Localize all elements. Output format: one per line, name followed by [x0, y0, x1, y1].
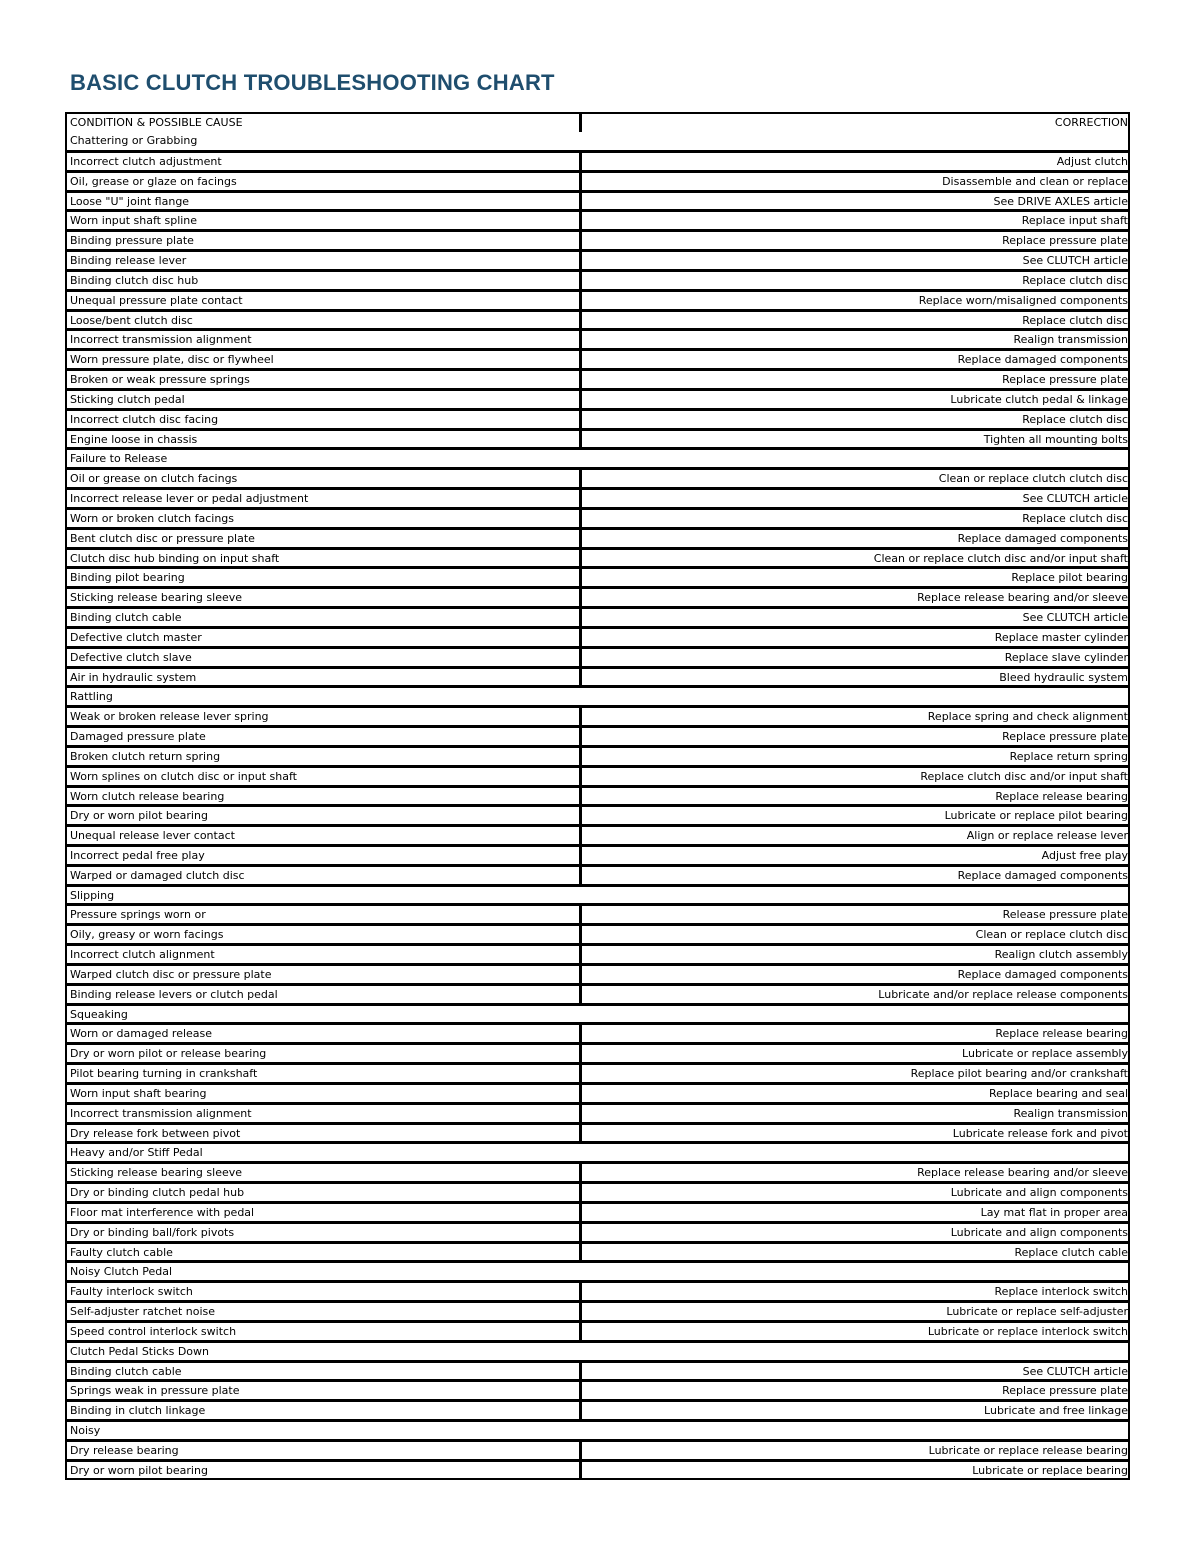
cause-cell: Bent clutch disc or pressure plate [67, 530, 582, 547]
cause-cell: Incorrect release lever or pedal adjustment [67, 490, 582, 507]
table-row [67, 1122, 1128, 1142]
cause-cell: Warped or damaged clutch disc [67, 867, 582, 884]
table-row [67, 765, 1128, 785]
correction-cell: Replace pressure plate [1002, 730, 1128, 744]
correction-cell [582, 450, 1128, 467]
cause-cell: Dry release bearing [67, 1442, 582, 1459]
table-row [67, 190, 1128, 210]
correction-cell: Lay mat flat in proper area [980, 1205, 1128, 1219]
cause-cell: Incorrect clutch adjustment [67, 153, 582, 170]
correction-cell: Clean or replace clutch disc and/or input shaft [873, 551, 1128, 565]
correction-cell: Replace damaged components [957, 353, 1128, 367]
cause-cell: Binding clutch cable [67, 609, 582, 626]
correction-cell: Lubricate or replace interlock switch [927, 1324, 1128, 1338]
table-row [67, 348, 1128, 368]
table-row [67, 209, 1128, 229]
cause-cell: Worn input shaft bearing [67, 1085, 582, 1102]
cause-cell: Binding clutch cable [67, 1363, 582, 1380]
correction-cell: Replace pilot bearing [1011, 571, 1128, 585]
table-row [67, 507, 1128, 527]
table-row [67, 725, 1128, 745]
cause-cell: Worn pressure plate, disc or flywheel [67, 351, 582, 368]
table-row [67, 745, 1128, 765]
cause-cell: Faulty clutch cable [67, 1244, 582, 1261]
table-row [67, 844, 1128, 864]
correction-cell: Replace input shaft [1021, 214, 1128, 228]
correction-cell: Replace bearing and seal [988, 1086, 1128, 1100]
correction-cell: See CLUTCH article [1022, 254, 1128, 268]
page-title: BASIC CLUTCH TROUBLESHOOTING CHART [70, 70, 555, 95]
cause-cell: Binding pilot bearing [67, 569, 582, 586]
correction-cell: Replace clutch disc [1022, 511, 1128, 525]
table-row [67, 1300, 1128, 1320]
correction-cell [582, 1006, 1128, 1023]
section-title: Heavy and/or Stiff Pedal [70, 1146, 203, 1160]
cause-cell: Loose "U" joint flange [67, 193, 582, 210]
correction-cell: Lubricate or replace self-adjuster [946, 1305, 1128, 1319]
section-title: Failure to Release [70, 452, 168, 466]
cause-cell: Oil or grease on clutch facings [67, 470, 582, 487]
section-title: Clutch Pedal Sticks Down [70, 1344, 209, 1358]
header-condition-cause: CONDITION & POSSIBLE CAUSE [67, 114, 582, 132]
section-title: Rattling [70, 690, 113, 704]
cause-cell: Dry or worn pilot bearing [67, 807, 582, 824]
table-row [67, 388, 1128, 408]
table-row [67, 705, 1128, 725]
cause-cell: Incorrect clutch alignment [67, 946, 582, 963]
section-title: Squeaking [70, 1007, 128, 1021]
cause-cell: Defective clutch slave [67, 649, 582, 666]
correction-cell: Lubricate or replace pilot bearing [944, 809, 1128, 823]
table-row [67, 309, 1128, 329]
table-row [67, 1399, 1128, 1419]
cause-cell: Incorrect pedal free play [67, 847, 582, 864]
section-row [67, 884, 1128, 904]
correction-cell [582, 1144, 1128, 1161]
cause-cell: Faulty interlock switch [67, 1283, 582, 1300]
table-row [67, 467, 1128, 487]
correction-cell: Lubricate or replace assembly [962, 1047, 1128, 1061]
correction-cell: See CLUTCH article [1022, 492, 1128, 506]
correction-cell: See DRIVE AXLES article [993, 194, 1128, 208]
correction-cell: Replace return spring [1009, 749, 1128, 763]
correction-cell: Lubricate and free linkage [984, 1404, 1128, 1418]
correction-cell [582, 1343, 1128, 1360]
correction-cell: Lubricate and align components [950, 1225, 1128, 1239]
correction-cell: Lubricate and align components [950, 1186, 1128, 1200]
correction-cell: Lubricate and/or replace release components [878, 987, 1128, 1001]
cause-cell: Worn clutch release bearing [67, 788, 582, 805]
table-row [67, 1201, 1128, 1221]
cause-cell: Clutch disc hub binding on input shaft [67, 550, 582, 567]
cause-cell: Worn splines on clutch disc or input shaft [67, 768, 582, 785]
table-row [67, 1102, 1128, 1122]
cause-cell: Dry or binding clutch pedal hub [67, 1184, 582, 1201]
correction-cell: Tighten all mounting bolts [983, 432, 1128, 446]
cause-cell: Weak or broken release lever spring [67, 708, 582, 725]
section-row [67, 1141, 1128, 1161]
section-row [67, 447, 1128, 467]
correction-cell: Clean or replace clutch disc [975, 928, 1128, 942]
correction-cell: Replace pressure plate [1002, 234, 1128, 248]
table-row [67, 249, 1128, 269]
correction-cell: Replace damaged components [957, 967, 1128, 981]
table-row [67, 328, 1128, 348]
table-body [67, 132, 1128, 1478]
cause-cell: Binding release levers or clutch pedal [67, 986, 582, 1003]
correction-cell: Replace pilot bearing and/or crankshaft [910, 1067, 1128, 1081]
section-title: Chattering or Grabbing [70, 134, 198, 147]
correction-cell: Replace pressure plate [1002, 1384, 1128, 1398]
correction-cell: Replace clutch disc [1022, 273, 1128, 287]
cause-cell: Loose/bent clutch disc [67, 312, 582, 329]
table-row [67, 408, 1128, 428]
table-row [67, 1280, 1128, 1300]
correction-cell: Realign transmission [1013, 1106, 1128, 1120]
table-row [67, 1042, 1128, 1062]
table-row [67, 229, 1128, 249]
section-row [67, 685, 1128, 705]
correction-cell: Align or replace release lever [966, 829, 1128, 843]
table-row [67, 150, 1128, 170]
correction-cell: Replace clutch cable [1014, 1245, 1128, 1259]
troubleshooting-table [65, 112, 1130, 1480]
correction-cell [582, 132, 1128, 150]
correction-cell: Replace release bearing [995, 789, 1128, 803]
cause-cell: Incorrect clutch disc facing [67, 411, 582, 428]
correction-cell [582, 1263, 1128, 1280]
cause-cell: Unequal pressure plate contact [67, 292, 582, 309]
table-header-row [67, 114, 1128, 132]
correction-cell: Adjust free play [1041, 848, 1128, 862]
table-row [67, 269, 1128, 289]
cause-cell: Pilot bearing turning in crankshaft [67, 1065, 582, 1082]
correction-cell: See CLUTCH article [1022, 611, 1128, 625]
table-row [67, 547, 1128, 567]
correction-cell: Replace master cylinder [994, 630, 1128, 644]
cause-cell: Broken clutch return spring [67, 748, 582, 765]
cause-cell: Defective clutch master [67, 629, 582, 646]
correction-cell: Clean or replace clutch clutch disc [938, 472, 1128, 486]
cause-cell: Dry or worn pilot bearing [67, 1462, 582, 1479]
cause-cell: Pressure springs worn or [67, 906, 582, 923]
correction-cell: Release pressure plate [1002, 908, 1128, 922]
cause-cell: Worn or broken clutch facings [67, 510, 582, 527]
cause-cell: Broken or weak pressure springs [67, 371, 582, 388]
correction-cell: Lubricate or replace release bearing [928, 1443, 1128, 1457]
section-row [67, 1260, 1128, 1280]
table-row [67, 963, 1128, 983]
correction-cell: Lubricate release fork and pivot [952, 1126, 1128, 1140]
cause-cell: Sticking release bearing sleeve [67, 1164, 582, 1181]
section-title: Slipping [70, 888, 115, 902]
correction-cell: Replace release bearing and/or sleeve [917, 1166, 1128, 1180]
correction-cell: Adjust clutch [1056, 155, 1128, 168]
table-row [67, 1082, 1128, 1102]
table-row [67, 606, 1128, 626]
correction-cell: See CLUTCH article [1022, 1364, 1128, 1378]
cause-cell: Binding in clutch linkage [67, 1402, 582, 1419]
table-row [67, 566, 1128, 586]
cause-cell: Self-adjuster ratchet noise [67, 1303, 582, 1320]
correction-cell [582, 887, 1128, 904]
correction-cell: Replace pressure plate [1002, 373, 1128, 387]
cause-cell: Binding clutch disc hub [67, 272, 582, 289]
table-row [67, 626, 1128, 646]
section-row [67, 1003, 1128, 1023]
table-row [67, 1221, 1128, 1241]
table-row [67, 666, 1128, 686]
correction-cell: Replace release bearing [995, 1027, 1128, 1041]
correction-cell [582, 688, 1128, 705]
correction-cell: Replace clutch disc and/or input shaft [920, 769, 1128, 783]
table-row [67, 368, 1128, 388]
cause-cell: Speed control interlock switch [67, 1323, 582, 1340]
table-row [67, 1181, 1128, 1201]
table-row [67, 1022, 1128, 1042]
table-row [67, 289, 1128, 309]
section-title: Noisy Clutch Pedal [70, 1265, 173, 1279]
table-row [67, 1320, 1128, 1340]
correction-cell: Disassemble and clean or replace [942, 174, 1128, 188]
table-row [67, 903, 1128, 923]
cause-cell: Warped clutch disc or pressure plate [67, 966, 582, 983]
correction-cell: Replace interlock switch [994, 1285, 1128, 1299]
table-row [67, 586, 1128, 606]
cause-cell: Unequal release lever contact [67, 827, 582, 844]
table-row [67, 1360, 1128, 1380]
cause-cell: Air in hydraulic system [67, 669, 582, 686]
correction-cell: Replace release bearing and/or sleeve [917, 591, 1128, 605]
table-row [67, 864, 1128, 884]
cause-cell: Dry or binding ball/fork pivots [67, 1224, 582, 1241]
table-row [67, 527, 1128, 547]
correction-cell: Replace damaged components [957, 868, 1128, 882]
cause-cell: Oily, greasy or worn facings [67, 926, 582, 943]
table-row [67, 1161, 1128, 1181]
cause-cell: Incorrect transmission alignment [67, 1105, 582, 1122]
table-row [67, 1439, 1128, 1459]
correction-cell: Lubricate or replace bearing [972, 1463, 1128, 1477]
table-row [67, 804, 1128, 824]
cause-cell: Damaged pressure plate [67, 728, 582, 745]
cause-cell: Binding pressure plate [67, 232, 582, 249]
cause-cell: Incorrect transmission alignment [67, 331, 582, 348]
table-row [67, 170, 1128, 190]
table-row [67, 1459, 1128, 1479]
correction-cell [582, 1422, 1128, 1439]
table-row [67, 487, 1128, 507]
cause-cell: Dry or worn pilot or release bearing [67, 1045, 582, 1062]
cause-cell: Sticking clutch pedal [67, 391, 582, 408]
cause-cell: Binding release lever [67, 252, 582, 269]
correction-cell: Replace spring and check alignment [927, 710, 1128, 724]
table-row [67, 824, 1128, 844]
correction-cell: Replace clutch disc [1022, 412, 1128, 426]
correction-cell: Replace clutch disc [1022, 313, 1128, 327]
section-row [67, 132, 1128, 150]
cause-cell: Dry release fork between pivot [67, 1125, 582, 1142]
cause-cell: Springs weak in pressure plate [67, 1382, 582, 1399]
table-row [67, 923, 1128, 943]
section-title: Noisy [70, 1424, 101, 1437]
cause-cell: Oil, grease or glaze on facings [67, 173, 582, 190]
section-row [67, 1340, 1128, 1360]
correction-cell: Bleed hydraulic system [999, 670, 1128, 684]
table-row [67, 1241, 1128, 1261]
section-row [67, 1419, 1128, 1439]
table-row [67, 943, 1128, 963]
correction-cell: Lubricate clutch pedal & linkage [950, 392, 1128, 406]
correction-cell: Realign clutch assembly [994, 948, 1128, 962]
table-row [67, 983, 1128, 1003]
table-row [67, 1062, 1128, 1082]
cause-cell: Engine loose in chassis [67, 431, 582, 448]
header-correction: CORRECTION [1054, 116, 1128, 129]
table-row [67, 646, 1128, 666]
cause-cell: Worn input shaft spline [67, 212, 582, 229]
correction-cell: Replace worn/misaligned components [918, 293, 1128, 307]
table-row [67, 1379, 1128, 1399]
table-row [67, 785, 1128, 805]
cause-cell: Worn or damaged release [67, 1025, 582, 1042]
cause-cell: Floor mat interference with pedal [67, 1204, 582, 1221]
correction-cell: Realign transmission [1013, 333, 1128, 347]
cause-cell: Sticking release bearing sleeve [67, 589, 582, 606]
correction-cell: Replace slave cylinder [1004, 650, 1128, 664]
table-row [67, 428, 1128, 448]
correction-cell: Replace damaged components [957, 531, 1128, 545]
